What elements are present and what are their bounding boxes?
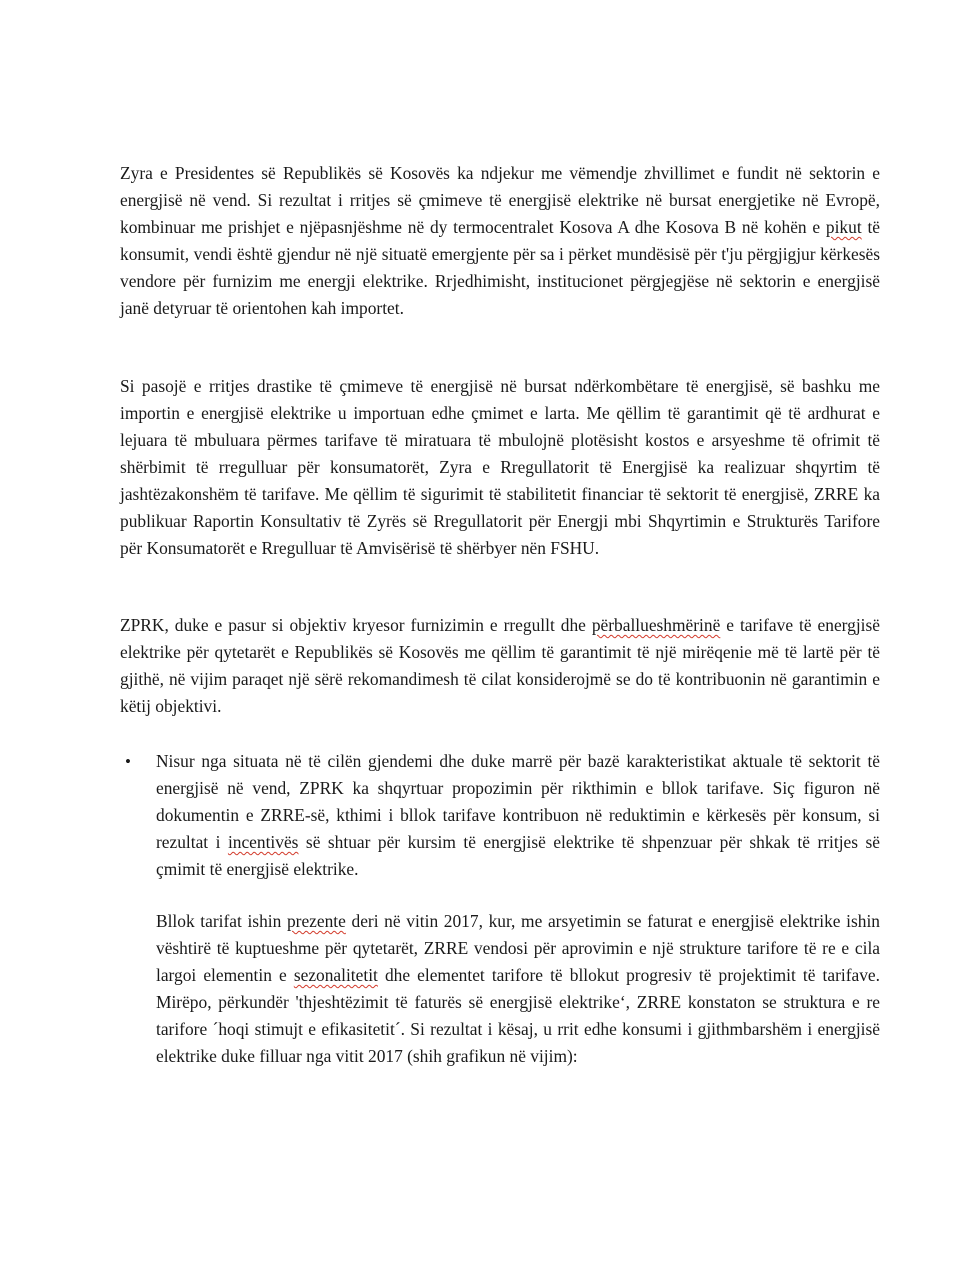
bullet-paragraph-2-text-a: Bllok tarifat ishin (156, 911, 287, 931)
bullet-paragraph-1-text-c: së shtuar për kursim të energjisë elektrike të shpenzuar për shkak të rritjes së çmimit të energjisë elektrike. (156, 832, 880, 879)
bullet-paragraph-1 (156, 748, 880, 883)
paragraph-1-text-a: Zyra e Presidentes së Republikës së Kosovës ka ndjekur me vëmendje zhvillimet e fundit në sektorin e energjisë në vend. Si rezultat i rritjes së çmimeve të energjisë elektrike në bursat energjetike në Evropë, kombinuar me prishjet e njëpasnjëshme në dy termocentralet Kosova A dhe Kosova B në kohën e (120, 163, 880, 237)
paragraph-1-text (120, 163, 880, 318)
paragraph-2 (120, 373, 880, 562)
spellcheck-word: përballueshmërinë (591, 615, 721, 635)
spellcheck-word: prezente (286, 911, 346, 931)
spellcheck-word: incentivës (227, 832, 299, 852)
spellcheck-word: pikut (825, 217, 862, 237)
paragraph-3 (120, 612, 880, 720)
bullet-paragraph-2-text-e: dhe elementet tarifore të bllokut progresiv të projektimit të tarifave. Mirëpo, përkundër 'thjeshtëzimit të faturës së energjisë elektrike‘, ZRRE konstaton se struktura e re tarifore ´hoqi stimujt e efikasitetit´. Si rezultat i kësaj, u rrit edhe konsumi i gjithmbarshëm i energjisë elektrike duke filluar nga vitit 2017 (shih grafikun në vijim): (156, 965, 880, 1066)
paragraph-3-text-c: e tarifave të energjisë elektrike për qytetarët e Republikës së Kosovës me qëllim të garantimit të një mirëqenie më të lartë për të gjithë, në vijim paraqet një sërë rekomandimesh të cilat konsiderojmë se do të kontribuonin në garantimin e këtij objektivi. (120, 615, 880, 716)
bullet-paragraph-1-text-a: Nisur nga situata në të cilën gjendemi dhe duke marrë për bazë karakteristikat aktuale të sektorit të energjisë në vend, ZPRK ka shqyrtuar propozimin për rikthimin e bllok tarifave. Siç figuron në dokumentin e ZRRE-së, kthimi i bllok tarifave kontribuon në reduktimin e kërkesës për konsum, si rezultat i (156, 751, 880, 852)
bullet-paragraph-2-text-c: deri në vitin 2017, kur, me arsyetimin se faturat e energjisë elektrike ishin vështirë të kuptueshme për qytetarët, ZRRE vendosi për aprovimin e një strukture tarifore të re e cila largoi elementin e (156, 911, 880, 985)
paragraph-1-text-c: të konsumit, vendi është gjendur në një situatë emergjente për sa i përket mundësisë për t'ju përgjigjur kërkesës vendore për furnizim me energji elektrike. Rrjedhimisht, institucionet përgjegjëse në sektorin e energjisë janë detyruar të orientohen kah importet. (120, 217, 880, 318)
paragraph-3-text-a: ZPRK, duke e pasur si objektiv kryesor furnizimin e rregullt dhe (120, 615, 592, 635)
bullet-icon: • (125, 752, 131, 771)
paragraph-1 (120, 160, 880, 322)
bullet-paragraph-2 (156, 908, 880, 1070)
spellcheck-word: sezonalitetit (293, 965, 378, 985)
paragraph-2-text: Si pasojë e rritjes drastike të çmimeve të energjisë në bursat ndërkombëtare të energjisë, së bashku me importin e energjisë elektrike u importuan edhe çmimet e larta. Me qëllim të garantimit që të ardhurat e lejuara të mbuluara përmes tarifave të miratuara të mbulojnë plotësisht kostos e arsyeshme të ofrimit të shërbimit të rregulluar për konsumatorët, Zyra e Rregullatorit të Energjisë ka realizuar shqyrtim të jashtëzakonshëm të tarifave. Me qëllim të sigurimit të stabilitetit financiar të sektorit të energjisë, ZRRE ka publikuar Raportin Konsultativ të Zyrës së Rregullatorit për Energji mbi Shqyrtimin e Strukturës Tarifore për Konsumatorët e Rregulluar të Amvisërisë të shërbyer nën FSHU. (120, 376, 880, 558)
